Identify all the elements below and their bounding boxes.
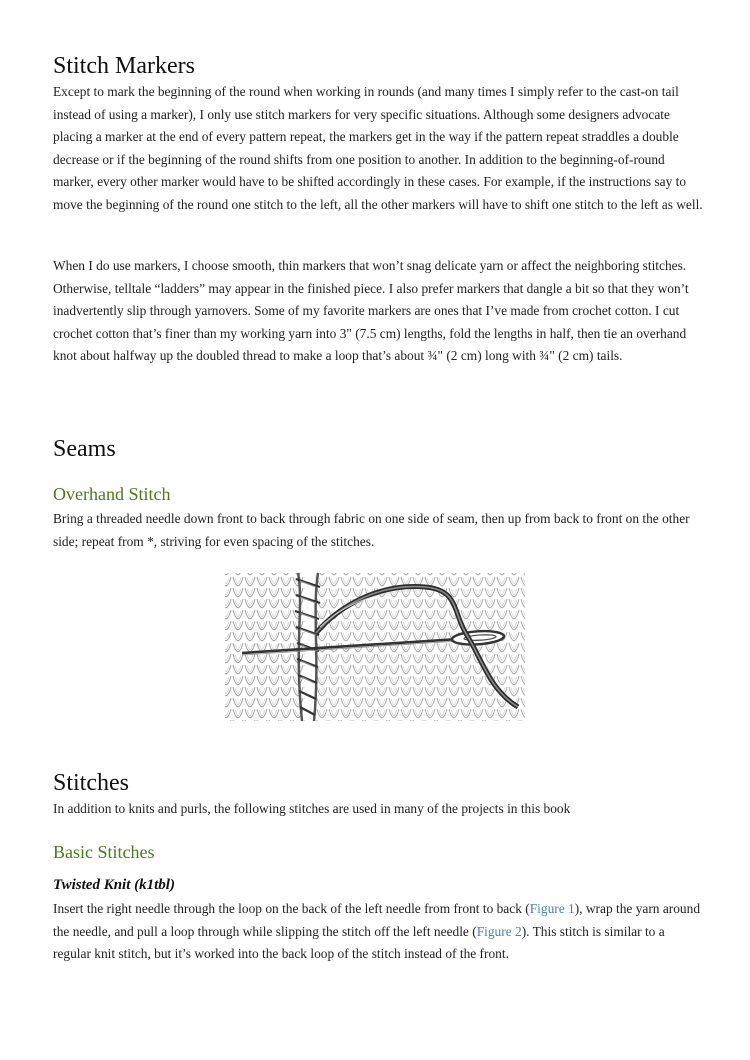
paragraph-overhand-stitch: Bring a threaded needle down front to back through fabric on one side of seam, then up from back to front on the other side; repeat from *, striving for even spacing of the stitches. (53, 511, 690, 549)
twisted-text-c: ). This stitch is similar to a regular knit stitch, but it’s worked into the back loop of the stitch instead of the front. (53, 923, 665, 962)
paragraph-twisted-knit (53, 898, 703, 966)
seam-drawing (220, 565, 525, 727)
heading-twisted-knit: Twisted Knit (k1tbl) (53, 877, 175, 893)
overhand-stitch-illustration-icon (220, 565, 525, 727)
heading-seams: Seams (53, 436, 116, 462)
twisted-text-b: ), wrap the yarn around the needle, and pull a loop through while slipping the stitch off the left needle ( (53, 901, 701, 939)
paragraph-stitch-markers-2: When I do use markers, I choose smooth, thin markers that won’t snag delicate yarn or affect the neighboring stitches. Otherwise, telltale “ladders” may appear in the finished piece. I also prefer markers that dangle a bit so that they won’t inadvertently slip through yarnovers. Some of my favorite markers are ones that I’ve made from crochet cotton. I cut crochet cotton that’s finer than my working yarn into 3" (7.5 cm) lengths, fold the lengths in half, then tie an overhand knot about halfway up the doubled thread to make a loop that’s about ¾" (2 cm) long with ¾" (2 cm) tails. (53, 258, 689, 364)
heading-stitch-markers: Stitch Markers (53, 53, 195, 79)
paragraph-stitches-intro: In addition to knits and purls, the following stitches are used in many of the projects in this book (53, 801, 571, 816)
figure-2-link[interactable]: Figure 2 (476, 923, 522, 939)
twisted-text-a: Insert the right needle through the loop on the back of the left needle from front to back ( (53, 901, 530, 916)
paragraph-stitch-markers-1: Except to mark the beginning of the round when working in rounds (and many times I simply refer to the cast-on tail instead of using a marker), I only use stitch markers for very specific situations. Although some designers advocate placing a marker at the end of every pattern repeat, the markers get in the way if the pattern repeat straddles a double decrease or if the beginning of the round shifts from one position to another. In addition to the beginning-of-round marker, every other marker would have to be shifted accordingly in these cases. For example, if the instructions say to move the beginning of the round one stitch to the left, all the other markers will have to shift one stitch to the left as well. (53, 84, 703, 212)
heading-stitches: Stitches (53, 770, 129, 796)
heading-overhand-stitch: Overhand Stitch (53, 484, 171, 504)
figure-1-link[interactable]: Figure 1 (529, 901, 575, 916)
heading-basic-stitches: Basic Stitches (53, 842, 155, 862)
